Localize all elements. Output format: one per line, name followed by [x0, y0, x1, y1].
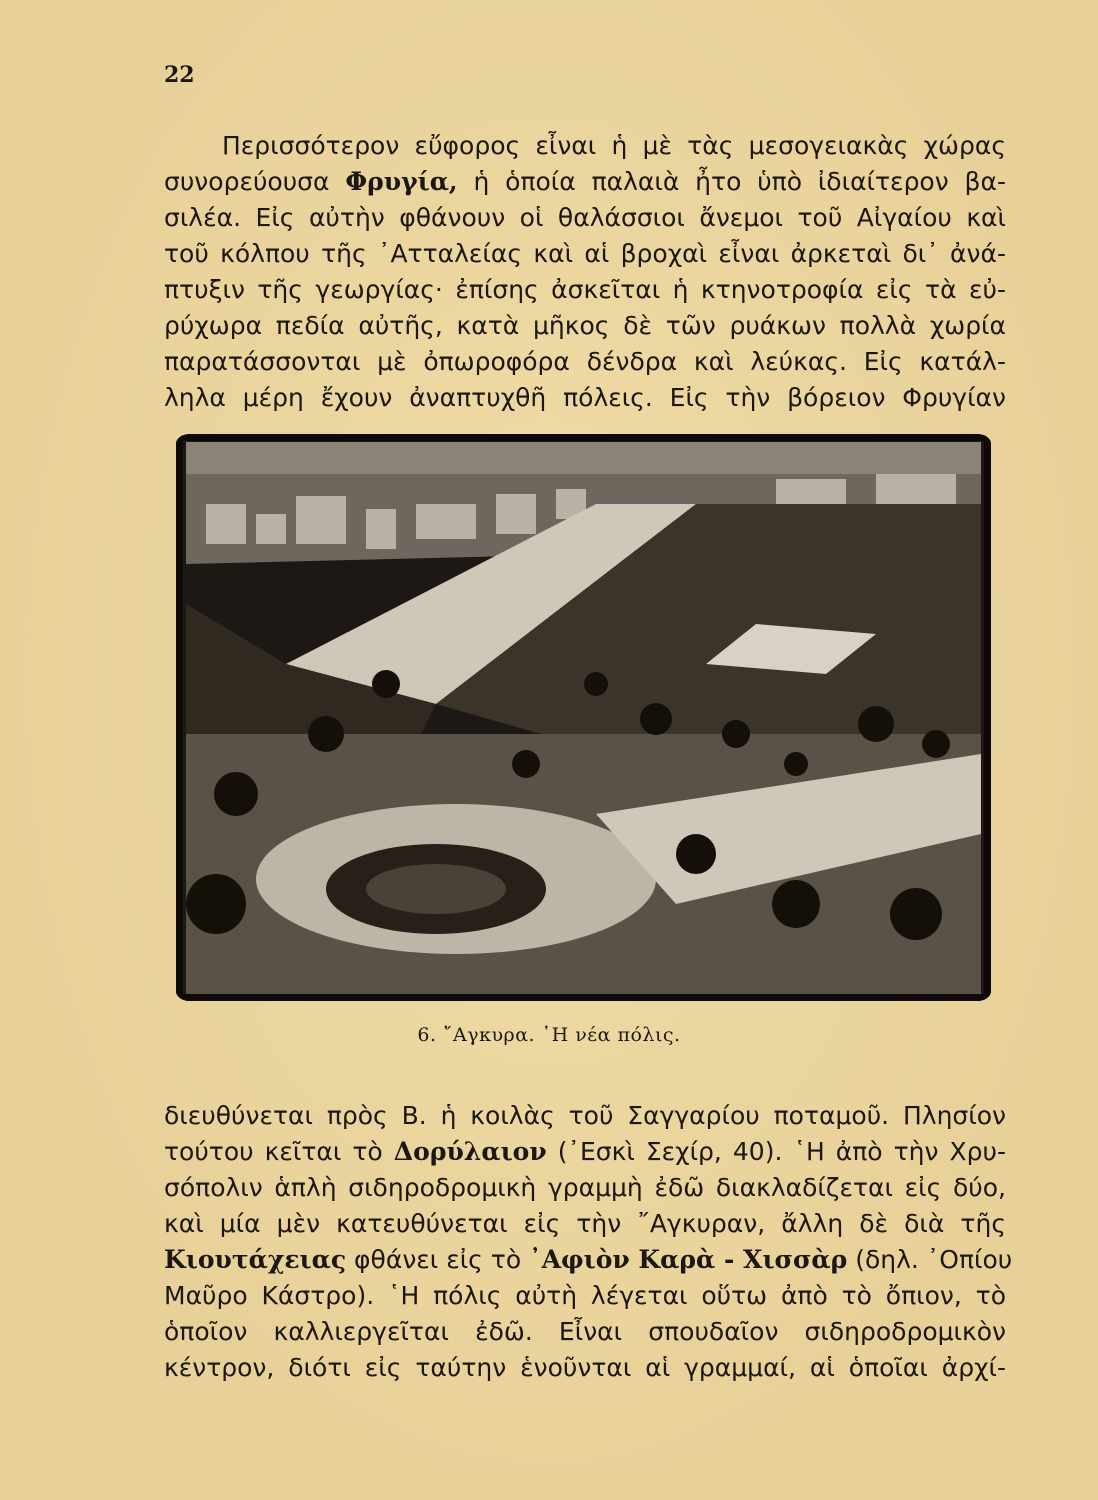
page-number: 22 — [164, 62, 195, 88]
text-line: τούτου κεῖται τὸ Δορύλαιον (᾿Εσκὶ Σεχίρ, 40). ῾Η ἀπὸ τὴν Χρυ- — [164, 1137, 1006, 1166]
text-line: σόπολιν ἁπλὴ σιδηροδρομικὴ γραμμὴ ἐδῶ διακλαδίζεται εἰς δύο, — [164, 1173, 1006, 1202]
text-line: Περισσότερον εὔφορος εἶναι ἡ μὲ τὰς μεσογειακὰς χώρας — [222, 131, 1006, 160]
text-line: ὁποῖον καλλιεργεῖται ἐδῶ. Εἶναι σπουδαῖον σιδηροδρομικὸν — [164, 1317, 1006, 1346]
text-line: Κιουτάχειας φθάνει εἰς τὸ ᾿Αφιὸν Καρὰ - Χισσὰρ (δηλ. ᾿Οπίου — [164, 1245, 1013, 1274]
text-line: Μαῦρο Κάστρο). ῾Η πόλις αὐτὴ λέγεται οὕτω ἀπὸ τὸ ὄπιον, τὸ — [164, 1281, 1006, 1310]
text-line: κέντρον, διότι εἰς ταύτην ἑνοῦνται αἱ γραμμαί, αἱ ὁποῖαι ἀρχί- — [164, 1353, 1006, 1382]
place-name: ᾿Αφιὸν Καρὰ - Χισσὰρ — [529, 1245, 848, 1274]
text-line: πτυξιν τῆς γεωργίας· ἐπίσης ἀσκεῖται ἡ κτηνοτροφία εἰς τὰ εὐ- — [164, 275, 1006, 304]
text-line: παρατάσσονται μὲ ὀπωροφόρα δένδρα καὶ λεύκας. Εἰς κατάλ- — [164, 347, 1006, 376]
text-line: διευθύνεται πρὸς Β. ἡ κοιλὰς τοῦ Σαγγαρίου ποταμοῦ. Πλησίον — [164, 1101, 1006, 1130]
text-line: συνορεύουσα Φρυγία, ἡ ὁποία παλαιὰ ἦτο ὑπὸ ἰδιαίτερον βα- — [164, 167, 1006, 196]
place-name: Δορύλαιον — [393, 1137, 547, 1166]
city-photograph — [176, 434, 991, 1001]
figure-caption: 6. ῎Αγκυρα. ῾Η νέα πόλις. — [417, 1024, 681, 1046]
text-line: τοῦ κόλπου τῆς ᾿Ατταλείας καὶ αἱ βροχαὶ εἶναι ἀρκεταὶ δι᾿ ἀνά- — [164, 239, 1006, 268]
place-name: Κιουτάχειας — [164, 1245, 347, 1274]
paragraph-bottom — [164, 1098, 1013, 1386]
text-line: ληλα μέρη ἔχουν ἀναπτυχθῆ πόλεις. Εἰς τὴν βόρειον Φρυγίαν — [164, 383, 1006, 412]
text-line: ρύχωρα πεδία αὐτῆς, κατὰ μῆκος δὲ τῶν ρυάκων πολλὰ χωρία — [164, 311, 1006, 340]
text-line: καὶ μία μὲν κατευθύνεται εἰς τὴν ῎Αγκυραν, ἄλλη δὲ διὰ τῆς — [164, 1209, 1006, 1238]
place-name: Φρυγία, — [345, 167, 458, 196]
text-line: σιλέα. Εἰς αὐτὴν φθάνουν οἱ θαλάσσιοι ἄνεμοι τοῦ Αἰγαίου καὶ — [164, 203, 1006, 232]
paragraph-top — [164, 128, 1006, 416]
